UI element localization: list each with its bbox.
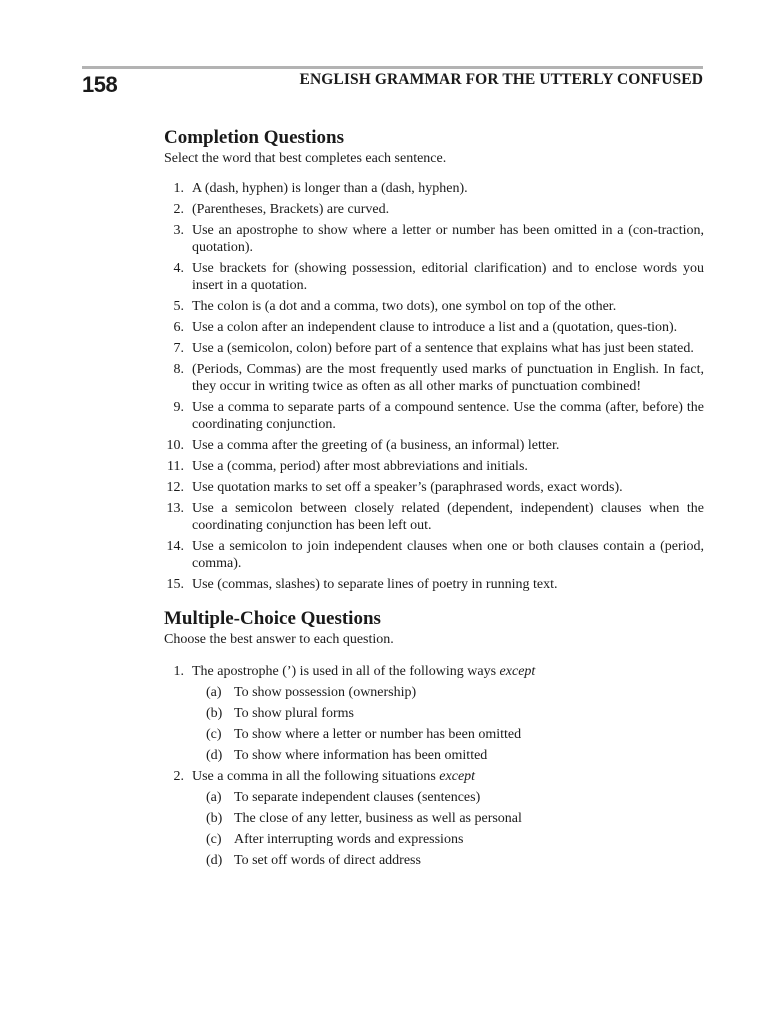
option-letter: (a) (206, 790, 222, 805)
item-number: 10. (166, 438, 184, 453)
item-text: Use a semicolon between closely related (dependent, independent) clauses when the coordinating conjunction has been left out. (192, 501, 704, 533)
item-text: Use a (comma, period) after most abbreviations and initials. (192, 459, 528, 474)
item-number: 6. (173, 320, 184, 335)
item-number: 9. (173, 400, 184, 415)
completion-list (164, 180, 704, 593)
completion-instructions: Select the word that best completes each sentence. (164, 151, 447, 166)
option-letter: (a) (206, 685, 222, 700)
option-letter: (b) (206, 811, 223, 826)
answer-option (164, 724, 704, 745)
item-text: Use a colon after an independent clause to introduce a list and a (quotation, ques-tion). (192, 320, 678, 335)
item-text: Use brackets for (showing possession, editorial clarification) and to enclose words you insert in a quotation. (192, 261, 704, 293)
completion-item (164, 180, 704, 197)
item-text: The colon is (a dot and a comma, two dots), one symbol on top of the other. (192, 299, 617, 314)
question-stem-emphasis: except (499, 664, 536, 679)
question-stem: Use a comma in all the following situations (192, 769, 440, 784)
item-text: Use quotation marks to set off a speaker’s (paraphrased words, exact words). (192, 480, 623, 495)
item-number: 12. (166, 480, 184, 495)
item-number: 2. (173, 202, 184, 217)
completion-item (164, 222, 704, 256)
completion-item (164, 458, 704, 475)
item-text: (Parentheses, Brackets) are curved. (192, 202, 390, 217)
item-number: 11. (167, 459, 184, 474)
item-number: 15. (166, 577, 184, 592)
question-stem-emphasis: except (439, 769, 476, 784)
answer-option (164, 745, 704, 766)
option-text: After interrupting words and expressions (234, 832, 464, 847)
completion-item (164, 340, 704, 357)
running-head: ENGLISH GRAMMAR FOR THE UTTERLY CONFUSED (299, 71, 703, 88)
answer-option (164, 808, 704, 829)
completion-item (164, 500, 704, 534)
item-text: Use an apostrophe to show where a letter or number has been omitted in a (con-traction, quotation). (192, 223, 704, 255)
option-text: To show plural forms (234, 706, 354, 721)
page-content (164, 126, 704, 871)
completion-item (164, 260, 704, 294)
mc-question (164, 766, 704, 787)
completion-item (164, 576, 704, 593)
multiple-choice-instructions: Choose the best answer to each question. (164, 632, 394, 647)
header-rule (82, 66, 703, 69)
item-text: (Periods, Commas) are the most frequently used marks of punctuation in English. In fact, they occur in writing twice as often as all other marks of punctuation combined! (192, 362, 704, 394)
multiple-choice-section (164, 607, 704, 871)
completion-item (164, 319, 704, 336)
answer-option (164, 682, 704, 703)
item-number: 14. (166, 539, 184, 554)
item-number: 8. (173, 362, 184, 377)
item-text: A (dash, hyphen) is longer than a (dash, hyphen). (192, 181, 468, 196)
item-number: 7. (173, 341, 184, 356)
option-text: To set off words of direct address (234, 853, 421, 868)
item-number: 13. (166, 501, 184, 516)
answer-option (164, 703, 704, 724)
multiple-choice-title: Multiple-Choice Questions (164, 608, 381, 629)
multiple-choice-list (164, 661, 704, 871)
option-letter: (c) (206, 727, 222, 742)
completion-item (164, 479, 704, 496)
item-text: Use a comma after the greeting of (a business, an informal) letter. (192, 438, 560, 453)
item-text: Use a (semicolon, colon) before part of a sentence that explains what has just been stated. (192, 341, 694, 356)
option-letter: (d) (206, 748, 223, 763)
completion-item (164, 361, 704, 395)
item-text: Use a semicolon to join independent clauses when one or both clauses contain a (period, comma). (192, 539, 704, 571)
option-letter: (d) (206, 853, 223, 868)
completion-item (164, 538, 704, 572)
item-text: Use (commas, slashes) to separate lines of poetry in running text. (192, 577, 558, 592)
question-stem: The apostrophe (’) is used in all of the following ways (192, 664, 500, 679)
question-number: 2. (173, 769, 184, 784)
answer-option (164, 850, 704, 871)
option-text: To show where information has been omitted (234, 748, 488, 763)
completion-item (164, 298, 704, 315)
item-number: 1. (173, 181, 184, 196)
answer-option (164, 787, 704, 808)
completion-title: Completion Questions (164, 127, 344, 148)
answer-option (164, 829, 704, 850)
option-text: To separate independent clauses (sentences) (234, 790, 481, 805)
option-letter: (c) (206, 832, 222, 847)
completion-item (164, 437, 704, 454)
completion-item (164, 201, 704, 218)
page-number: 158 (82, 72, 118, 97)
option-text: To show where a letter or number has been omitted (234, 727, 522, 742)
option-text: The close of any letter, business as well as personal (234, 811, 522, 826)
item-number: 3. (173, 223, 184, 238)
option-letter: (b) (206, 706, 223, 721)
option-text: To show possession (ownership) (234, 685, 417, 700)
completion-item (164, 399, 704, 433)
mc-question (164, 661, 704, 682)
question-number: 1. (173, 664, 184, 679)
item-text: Use a comma to separate parts of a compound sentence. Use the comma (after, before) the coordinating conjunction. (192, 400, 704, 432)
item-number: 4. (173, 261, 184, 276)
item-number: 5. (173, 299, 184, 314)
